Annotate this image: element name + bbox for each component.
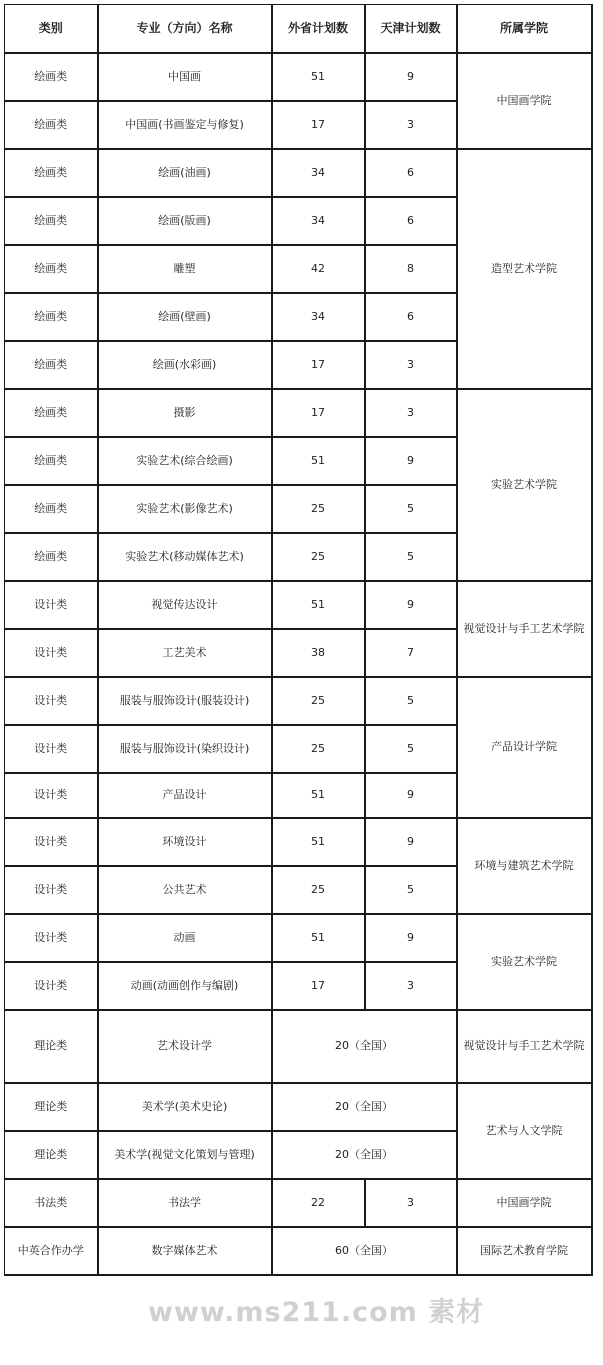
table-row — [5, 581, 592, 629]
cell-tianjin: 6 — [365, 197, 457, 245]
cell-college: 中国画学院 — [457, 1179, 592, 1227]
table-row — [5, 1010, 592, 1083]
table-row — [5, 1227, 592, 1275]
table-row — [5, 914, 592, 962]
cell-major: 公共艺术 — [98, 866, 272, 914]
cell-tianjin: 7 — [365, 629, 457, 677]
cell-tianjin: 6 — [365, 149, 457, 197]
cell-tianjin: 5 — [365, 725, 457, 773]
watermark-text: www.ms211.com 素材 — [148, 1297, 485, 1328]
cell-tianjin: 3 — [365, 1179, 457, 1227]
cell-major: 中国画 — [98, 53, 272, 101]
cell-category: 理论类 — [5, 1131, 98, 1179]
cell-college: 视觉设计与手工艺术学院 — [457, 581, 592, 677]
cell-category: 绘画类 — [5, 437, 98, 485]
cell-major: 服装与服饰设计(服装设计) — [98, 677, 272, 725]
cell-category: 绘画类 — [5, 149, 98, 197]
cell-other-provinces: 17 — [272, 389, 365, 437]
cell-other-provinces: 34 — [272, 149, 365, 197]
cell-college: 实验艺术学院 — [457, 914, 592, 1010]
cell-major: 书法学 — [98, 1179, 272, 1227]
header-major: 专业（方向）名称 — [98, 5, 272, 53]
cell-category: 绘画类 — [5, 389, 98, 437]
cell-tianjin: 5 — [365, 485, 457, 533]
table-row — [5, 149, 592, 197]
cell-other-provinces: 25 — [272, 866, 365, 914]
enrollment-plan-table — [4, 4, 593, 1276]
cell-category: 理论类 — [5, 1010, 98, 1083]
cell-category: 绘画类 — [5, 101, 98, 149]
cell-tianjin: 9 — [365, 53, 457, 101]
cell-other-provinces: 25 — [272, 533, 365, 581]
cell-other-provinces: 25 — [272, 725, 365, 773]
cell-national-quota: 20（全国） — [272, 1083, 457, 1131]
cell-category: 设计类 — [5, 725, 98, 773]
cell-national-quota: 60（全国） — [272, 1227, 457, 1275]
cell-other-provinces: 25 — [272, 677, 365, 725]
header-tianjin: 天津计划数 — [365, 5, 457, 53]
cell-major: 服装与服饰设计(染织设计) — [98, 725, 272, 773]
cell-national-quota: 20（全国） — [272, 1010, 457, 1083]
cell-major: 动画 — [98, 914, 272, 962]
cell-category: 绘画类 — [5, 485, 98, 533]
cell-national-quota: 20（全国） — [272, 1131, 457, 1179]
cell-major: 实验艺术(综合绘画) — [98, 437, 272, 485]
cell-college: 产品设计学院 — [457, 677, 592, 818]
cell-tianjin: 3 — [365, 962, 457, 1010]
cell-major: 动画(动画创作与编剧) — [98, 962, 272, 1010]
cell-tianjin: 9 — [365, 818, 457, 866]
cell-tianjin: 9 — [365, 581, 457, 629]
cell-category: 绘画类 — [5, 197, 98, 245]
cell-category: 设计类 — [5, 866, 98, 914]
cell-major: 环境设计 — [98, 818, 272, 866]
cell-tianjin: 3 — [365, 389, 457, 437]
cell-tianjin: 9 — [365, 914, 457, 962]
table-row — [5, 1083, 592, 1131]
table-row — [5, 1179, 592, 1227]
cell-college: 造型艺术学院 — [457, 149, 592, 389]
cell-tianjin: 6 — [365, 293, 457, 341]
cell-college: 视觉设计与手工艺术学院 — [457, 1010, 592, 1083]
table-row — [5, 53, 592, 101]
cell-major: 美术学(视觉文化策划与管理) — [98, 1131, 272, 1179]
cell-other-provinces: 38 — [272, 629, 365, 677]
cell-category: 设计类 — [5, 914, 98, 962]
cell-major: 雕塑 — [98, 245, 272, 293]
cell-category: 绘画类 — [5, 341, 98, 389]
cell-other-provinces: 51 — [272, 818, 365, 866]
cell-college: 国际艺术教育学院 — [457, 1227, 592, 1275]
cell-category: 绘画类 — [5, 53, 98, 101]
cell-college: 环境与建筑艺术学院 — [457, 818, 592, 914]
header-college: 所属学院 — [457, 5, 592, 53]
cell-major: 绘画(油画) — [98, 149, 272, 197]
cell-tianjin: 5 — [365, 866, 457, 914]
cell-category: 绘画类 — [5, 293, 98, 341]
cell-other-provinces: 17 — [272, 341, 365, 389]
cell-category: 设计类 — [5, 773, 98, 818]
cell-tianjin: 9 — [365, 437, 457, 485]
cell-major: 实验艺术(影像艺术) — [98, 485, 272, 533]
cell-tianjin: 5 — [365, 533, 457, 581]
cell-other-provinces: 51 — [272, 773, 365, 818]
table-row — [5, 389, 592, 437]
cell-tianjin: 8 — [365, 245, 457, 293]
cell-other-provinces: 51 — [272, 437, 365, 485]
cell-major: 绘画(版画) — [98, 197, 272, 245]
cell-other-provinces: 51 — [272, 581, 365, 629]
table-row — [5, 818, 592, 866]
cell-major: 绘画(水彩画) — [98, 341, 272, 389]
cell-category: 书法类 — [5, 1179, 98, 1227]
cell-tianjin: 5 — [365, 677, 457, 725]
cell-other-provinces: 51 — [272, 914, 365, 962]
cell-category: 绘画类 — [5, 245, 98, 293]
cell-other-provinces: 17 — [272, 101, 365, 149]
cell-college: 艺术与人文学院 — [457, 1083, 592, 1179]
cell-major: 数字媒体艺术 — [98, 1227, 272, 1275]
header-category: 类别 — [5, 5, 98, 53]
cell-other-provinces: 42 — [272, 245, 365, 293]
cell-other-provinces: 34 — [272, 197, 365, 245]
table-row — [5, 677, 592, 725]
cell-major: 中国画(书画鉴定与修复) — [98, 101, 272, 149]
cell-tianjin: 9 — [365, 773, 457, 818]
table-header-row — [5, 5, 592, 53]
cell-major: 实验艺术(移动媒体艺术) — [98, 533, 272, 581]
cell-category: 设计类 — [5, 962, 98, 1010]
cell-major: 绘画(壁画) — [98, 293, 272, 341]
cell-category: 设计类 — [5, 818, 98, 866]
cell-other-provinces: 51 — [272, 53, 365, 101]
cell-major: 美术学(美术史论) — [98, 1083, 272, 1131]
cell-category: 设计类 — [5, 581, 98, 629]
cell-college: 中国画学院 — [457, 53, 592, 149]
cell-category: 设计类 — [5, 629, 98, 677]
cell-other-provinces: 25 — [272, 485, 365, 533]
cell-major: 产品设计 — [98, 773, 272, 818]
cell-category: 理论类 — [5, 1083, 98, 1131]
cell-other-provinces: 17 — [272, 962, 365, 1010]
header-other-provinces: 外省计划数 — [272, 5, 365, 53]
cell-major: 工艺美术 — [98, 629, 272, 677]
cell-category: 设计类 — [5, 677, 98, 725]
cell-tianjin: 3 — [365, 341, 457, 389]
cell-category: 中英合作办学 — [5, 1227, 98, 1275]
cell-other-provinces: 22 — [272, 1179, 365, 1227]
cell-tianjin: 3 — [365, 101, 457, 149]
cell-category: 绘画类 — [5, 533, 98, 581]
cell-major: 摄影 — [98, 389, 272, 437]
cell-other-provinces: 34 — [272, 293, 365, 341]
cell-major: 艺术设计学 — [98, 1010, 272, 1083]
cell-college: 实验艺术学院 — [457, 389, 592, 581]
cell-major: 视觉传达设计 — [98, 581, 272, 629]
